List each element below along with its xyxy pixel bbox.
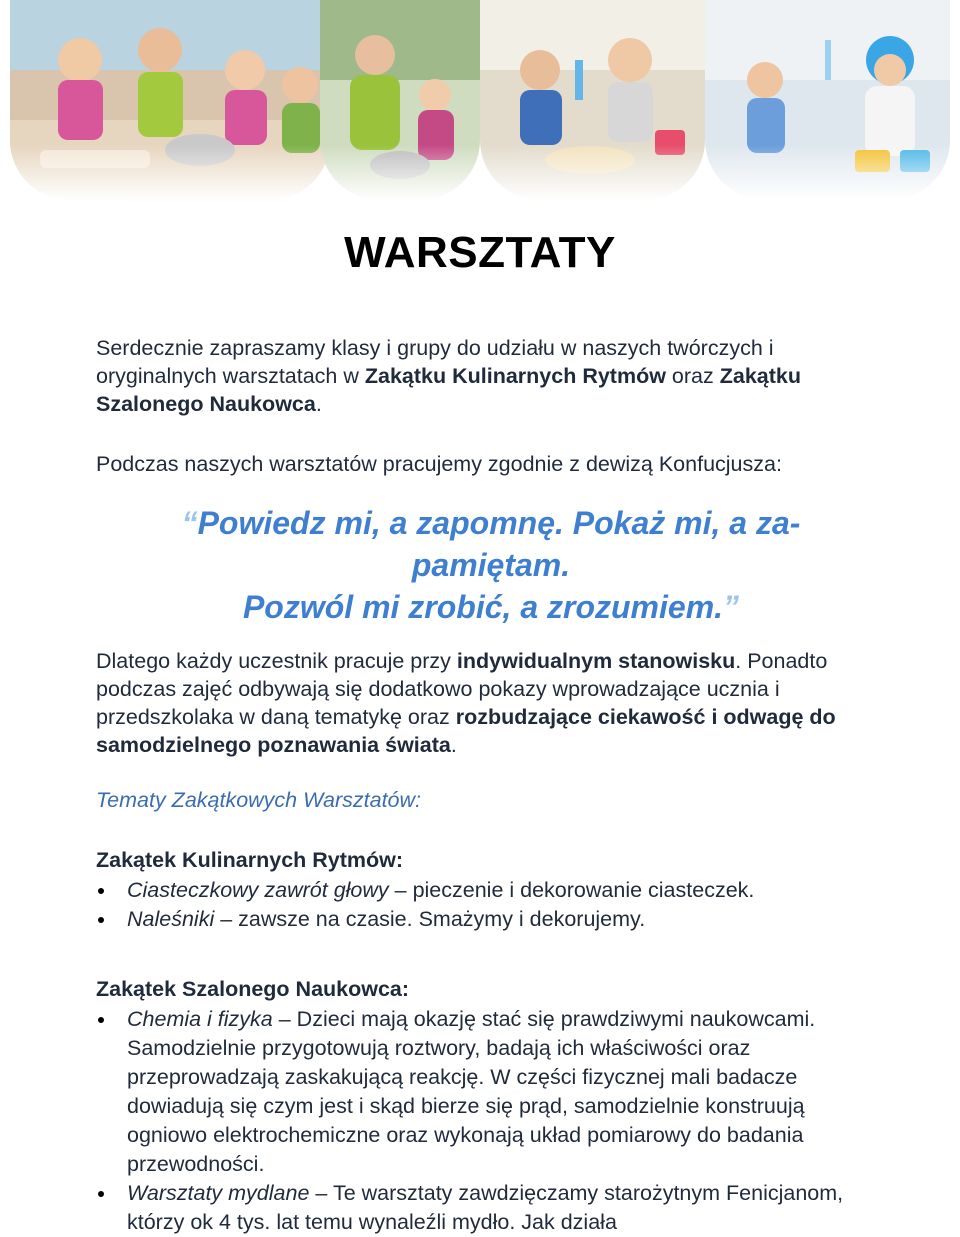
- bullet-icon: [98, 917, 104, 923]
- quote-close-mark: ”: [723, 589, 740, 625]
- bullet-icon: [98, 888, 104, 894]
- description-text-a: Dlatego każdy uczestnik pracuje przy: [96, 649, 457, 673]
- intro-paragraph: [96, 334, 886, 418]
- list-item: [96, 1005, 886, 1179]
- list-item: [96, 1179, 886, 1237]
- quote-line-1: [96, 502, 886, 544]
- confucius-intro: Podczas naszych warsztatów pracujemy zgodnie z dewizą Konfucjusza:: [96, 452, 782, 476]
- page-title: WARSZTATY: [344, 228, 616, 277]
- item-title: Warsztaty mydlane: [127, 1181, 310, 1205]
- quote-line-1-text: Powiedz mi, a zapomnę. Pokaż mi, a za-: [197, 505, 801, 541]
- section-scientist-list: [96, 1005, 886, 1237]
- item-title: Naleśniki: [127, 907, 215, 931]
- intro-text-end: .: [315, 392, 322, 416]
- description-bold-a: indywidualnym stanowisku: [456, 649, 736, 673]
- photo-fade: [0, 145, 960, 200]
- section-scientist-heading: Zakątek Szalonego Naukowca:: [96, 977, 410, 1001]
- item-text: – pieczenie i dekorowanie ciasteczek.: [388, 878, 755, 902]
- topics-heading: Tematy Zakątkowych Warsztatów:: [96, 788, 421, 812]
- section-culinary-list: [96, 876, 886, 934]
- description-paragraph: [96, 647, 886, 759]
- intro-text-mid: oraz: [665, 364, 720, 388]
- intro-text-start: Serdecznie zapraszamy klasy i grupy do udziału w naszych twórczych i oryginalnych warsztatach w: [96, 336, 774, 388]
- list-item: [96, 905, 886, 934]
- quote-open-mark: “: [181, 505, 198, 541]
- description-text-b: . Ponadto podczas zajęć odbywają się dodatkowo pokazy wprowadzające ucznia i przedszkolaka w daną tematykę oraz: [96, 649, 828, 729]
- description-bold-b: rozbudzające ciekawość i odwagę do samodzielnego poznawania świata: [96, 705, 836, 757]
- list-item: [96, 876, 886, 905]
- intro-bold-culinary: Zakątku Kulinarnych Rytmów: [364, 364, 666, 388]
- item-text: – Dzieci mają okazję stać się prawdziwymi naukowcami. Samodzielnie przygotowują roztwory, badają ich właściwości oraz przeprowadzają zaskakującą reakcję. W części fizycznej mali badacze dowiadują się czym jest i skąd bierze się prąd, samodzielnie konstruują ogniowo elektrochemiczne oraz wykonają układ pomiarowy do badania przewodności.: [127, 1007, 816, 1176]
- bullet-icon: [98, 1017, 104, 1023]
- item-title: Chemia i fizyka: [127, 1007, 273, 1031]
- confucius-quote: [96, 502, 886, 628]
- item-text: – zawsze na czasie. Smażymy i dekorujemy.: [214, 907, 646, 931]
- header-photo-strip: [0, 0, 960, 200]
- intro-bold-scientist: Zakątku Szalonego Naukowca: [96, 364, 801, 416]
- quote-line-3-text: Pozwól mi zrobić, a zrozumiem.: [242, 589, 724, 625]
- item-text: – Te warsztaty zawdzięczamy starożytnym Fenicjanom, którzy ok 4 tys. lat temu wynaleźli mydło. Jak działa: [127, 1181, 844, 1234]
- description-text-c: .: [450, 733, 457, 757]
- section-culinary-heading: Zakątek Kulinarnych Rytmów:: [96, 848, 404, 872]
- quote-line-2: pamiętam.: [411, 547, 571, 583]
- item-title: Ciasteczkowy zawrót głowy: [127, 878, 389, 902]
- quote-line-3: [96, 586, 886, 628]
- bullet-icon: [98, 1191, 104, 1197]
